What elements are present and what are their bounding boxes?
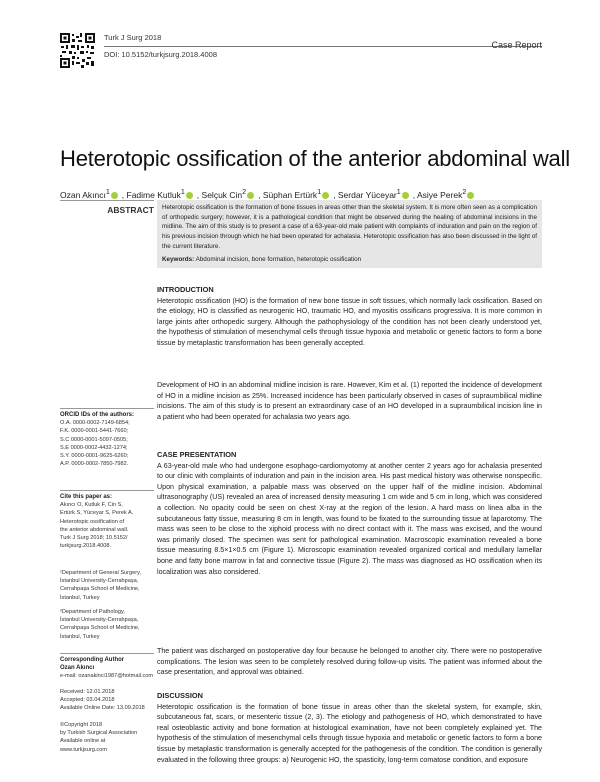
corresponding-name: Ozan Akıncı — [60, 665, 95, 672]
introduction-section — [157, 285, 542, 349]
cite-line: turkjsurg.2018.4008. — [60, 543, 111, 550]
paragraph: Heterotopic ossification (HO) is the formation of new bone tissue in soft tissues, which normally lack ossification. Based on the etiology, HO is classified as neurogenic HO, traumatic HO, and myositis ossificans progressiva. It is more common in large joints after orthopedic surgery. Although the pathophysiology of the condition has not been clearly understood yet, the hypothesis of stimulation of mesenchymal cells through tissue hypoxia and metabolic or genetic factors to form a bone tissue by metaplastic transformation has been generally accepted. — [157, 296, 542, 347]
cite-block — [60, 490, 154, 550]
orcid-title: ORCID IDs of the authors: — [60, 412, 135, 418]
abstract-text: Heterotopic ossification is the formation of bone tissues in areas other than the skeletal system. It is more often seen as a complication of orthopedic surgery; however, it is a pathological condition that might be observed during the healing of abdominal incisions in the midline. The aim of this study is to present a case of a 63-year-old male patient with complaints of induration and pain on the region of his previous incision through which he had been operated for achalasia. Heterotopic ossification has also been discussed in the light of the current literature. — [162, 204, 537, 250]
date-online: Available Online Date: 13.09.2018 — [60, 705, 145, 712]
affiliation-line: ¹Department of General Surgery, — [60, 570, 142, 576]
orcid-icon[interactable] — [247, 192, 254, 199]
affiliation-line: Cerrahpaşa School of Medicine, — [60, 625, 140, 632]
abstract-label: ABSTRACT — [60, 200, 154, 268]
orcid-icon[interactable] — [467, 192, 474, 199]
corresponding-email[interactable]: e-mail: ozanakinci1987@hotmail.com — [60, 673, 154, 680]
cite-line: Ertürk S, Yüceyar S, Perek A. — [60, 510, 134, 517]
introduction-paragraph-2 — [157, 380, 542, 422]
dates-block — [60, 688, 154, 713]
author-name: Selçuk Cin — [201, 189, 243, 200]
corresponding-block — [60, 653, 154, 681]
copyright-line: ©Copyright 2018 — [60, 722, 103, 728]
affiliation-line: İstanbul University-Cerrahpaşa, — [60, 578, 139, 585]
page-title: Heterotopic ossification of the anterior abdominal wall — [60, 146, 570, 171]
orcid-line: F.K. 0000-0001-5441-7660; — [60, 428, 129, 435]
orcid-icon[interactable] — [111, 192, 118, 199]
header-rule — [104, 46, 542, 47]
cite-line: the anterior abdominal wall. — [60, 526, 129, 533]
section-heading: DISCUSSION — [157, 691, 203, 700]
orcid-line: S.Y. 0000-0001-9625-6260; — [60, 453, 129, 460]
cite-line: Turk J Surg 2018; 10.5152/ — [60, 535, 128, 542]
author-name: Asiye Perek — [416, 189, 463, 200]
case-presentation-section — [157, 450, 542, 577]
discussion-section — [157, 691, 542, 765]
copyright-block — [60, 721, 154, 754]
orcid-line: A.P. 0000-0002-7850-7982. — [60, 461, 129, 468]
date-accepted: Accepted: 03.04.2018 — [60, 697, 115, 704]
affiliation-line: İstanbul University-Cerrahpaşa, — [60, 617, 139, 624]
keywords-label: Keywords: — [162, 255, 195, 263]
paragraph: The patient was discharged on postoperative day four because he belonged to another city. There were no postoperative complications. The lesion was seen to be completely resolved during follow-up visits. The patient was informed about the case presentation, and approval was obtained. — [157, 647, 542, 677]
paragraph: Development of HO in an abdominal midline incision is rare. However, Kim et al. (1) reported the incidence of development of HO in a midline incision as 25%. Increased incidence has been particularly observed in cases of supraumbilical midline incisions. The aim of this study is to present an extraordinary case of an HO developed in a supraumbilical incision line in a patient who had been operated for achalasia two years ago. — [157, 381, 542, 421]
author-list: Ozan Akıncı$^1$ , Fadime Kutluk$^1$ , Selçuk Cin$^2$ , Süphan Ertürk$^1$ , Serdar Yüceyar$^1$ , Asiye Perek$^2$ — [60, 188, 478, 200]
qr-code — [60, 33, 95, 68]
date-received: Received: 12.01.2018 — [60, 689, 115, 695]
affiliation-2 — [60, 608, 154, 641]
paragraph: A 63-year-old male who had undergone esophago-cardiomyotomy at another center 2 years ago for achalasia presented to our clinic with complaints of induration and pain in the incision area. His past medical history was otherwise nonspecific. Upon physical examination, a palpable mass was observed on the upper half of the midline incision. Abdominal ultrasonography (US) revealed an area of increased density measuring 1 cm wide and 5 cm in long, which was considered a collection. No opacity could be seen on chest X-ray at the region of the lesion. A hard mass on linea alba in the subcutaneous fatty tissue, measuring 8 cm in length, was found to be fixated to the surrounding tissue at laparotomy. The mass was seen to be close to the xiphoid process with no direct contact with it. The mass was excised, and the wound was primarily closed. The specimen was sent for pathological examination. Macroscopic examination revealed a bone tissue measuring 8.5×1×0.5 cm (Figure 1). Microscopic examination revealed organized cortical and medullary lamellar bone and fatty bone marrow in fat and connective tissue (Figure 2). The mass was diagnosed as HO ossification when its localization was also considered. — [157, 461, 542, 576]
author-name: Fadime Kutluk — [126, 189, 181, 200]
article-type: Case Report — [491, 40, 542, 50]
author-name: Serdar Yüceyar — [337, 189, 397, 200]
copyright-url[interactable]: www.turkjsurg.com — [60, 746, 107, 753]
corresponding-title: Corresponding Author — [60, 657, 125, 663]
keywords: Abdominal incision, bone formation, heterotopic ossification — [195, 255, 362, 263]
case-presentation-paragraph-2 — [157, 646, 542, 678]
orcid-line: S.E 0000-0002-4432-1274; — [60, 444, 128, 451]
orcid-line: O.A. 0000-0002-7149-6854; — [60, 420, 130, 427]
author-name: Ozan Akıncı — [60, 189, 106, 200]
affiliation-line: İstanbul, Turkey — [60, 633, 100, 640]
orcid-icon[interactable] — [402, 192, 409, 199]
cite-line: Heterotopic ossification of — [60, 518, 125, 525]
copyright-line: Available online at — [60, 738, 106, 745]
doi[interactable]: DOI: 10.5152/turkjsurg.2018.4008 — [104, 50, 217, 59]
cite-title: Cite this paper as: — [60, 494, 113, 500]
orcid-line: S.C 0000-0001-5097-0505; — [60, 436, 128, 443]
orcid-block — [60, 408, 154, 468]
affiliation-line: İstanbul, Turkey — [60, 594, 100, 601]
affiliation-1 — [60, 569, 154, 602]
orcid-icon[interactable] — [186, 192, 193, 199]
affiliation-line: ²Department of Pathology, — [60, 609, 125, 615]
section-heading: CASE PRESENTATION — [157, 450, 237, 459]
affiliation-line: Cerrahpaşa School of Medicine, — [60, 586, 140, 593]
paragraph: Heterotopic ossification is the formation of bone tissue in areas other than the skeletal system, for example, skin, subcutaneous fat, scars, or mesenteric tissue (2, 3). The etiology and pathogenesis of HO, which demonstrated to have real osteoblastic activity and bone formation at histological examination, have not been completely explained yet. The hypothesis of the stimulation of mesenchymal cells through tissue hypoxia and metabolic or genetic factors to form a bone tissue by metaplastic transformation is generally accepted for the pathogenesis of the condition. The condition is generally evaluated in the following three groups: a) Neurogenic HO, the spasticity, long-term comatose condition, and exposure — [157, 702, 542, 764]
author-name: Süphan Ertürk — [262, 189, 318, 200]
orcid-icon[interactable] — [322, 192, 329, 199]
cite-line: Akıncı O, Kutluk F, Cin S, — [60, 502, 123, 509]
journal-citation: Turk J Surg 2018 — [104, 33, 162, 42]
abstract-box — [157, 200, 542, 268]
section-heading: INTRODUCTION — [157, 285, 214, 294]
copyright-line: by Turkish Surgical Association — [60, 730, 138, 737]
